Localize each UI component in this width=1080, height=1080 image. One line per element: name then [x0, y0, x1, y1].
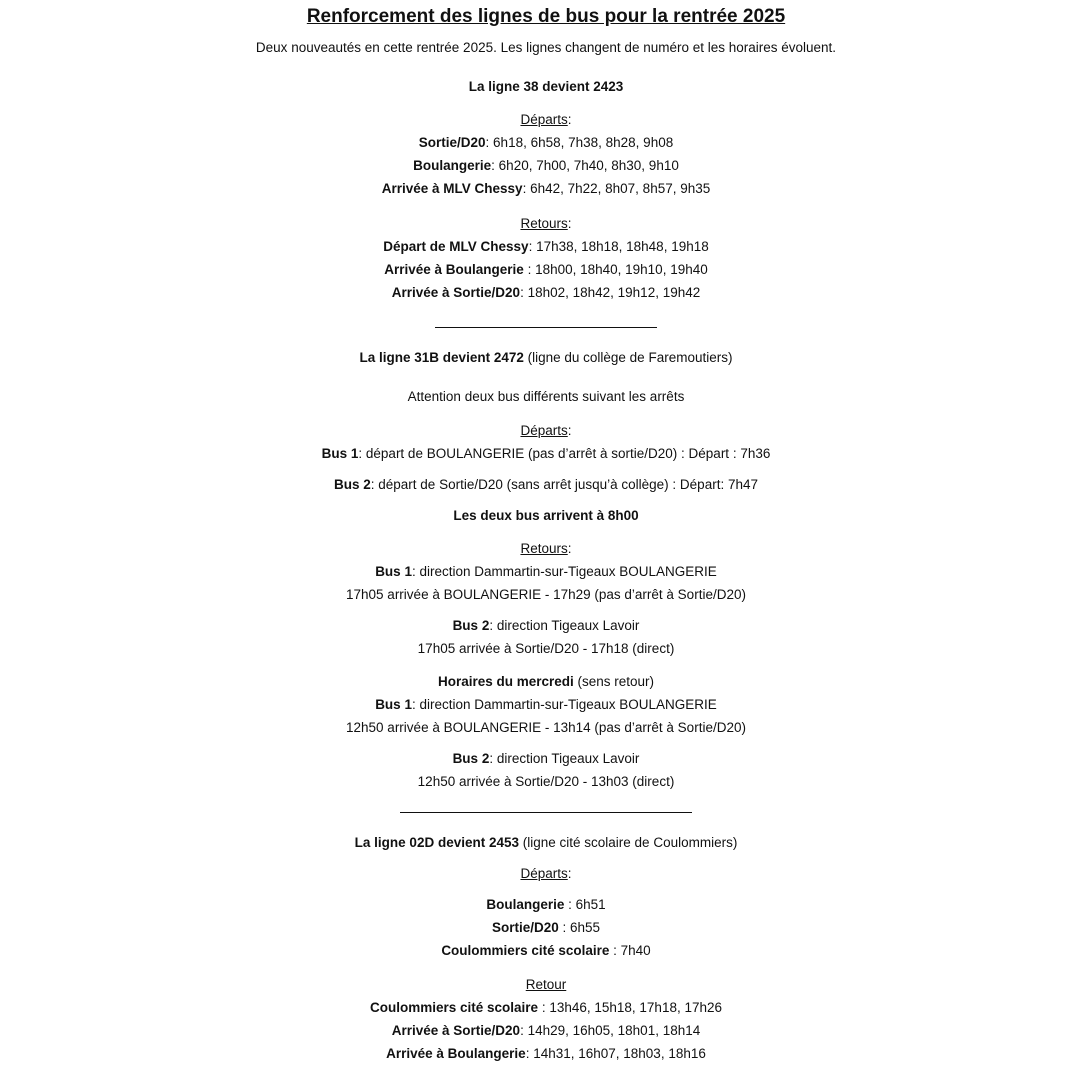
ligne-31b-mercredi-bus1-times: 12h50 arrivée à BOULANGERIE - 13h14 (pas d’arrêt à Sortie/D20) — [346, 720, 746, 735]
ligne-02d-heading: La ligne 02D devient 2453 (ligne cité scolaire de Coulommiers) — [354, 835, 738, 850]
ligne-31b-departs-label: Départs: — [520, 423, 572, 438]
ligne-02d-depart-row: Boulangerie : 6h51 — [486, 897, 606, 912]
ligne-02d-depart-row: Coulommiers cité scolaire : 7h40 — [441, 943, 651, 958]
ligne-38-departs-label: Départs: — [520, 112, 572, 127]
ligne-38-retour-row: Arrivée à Sortie/D20: 18h02, 18h42, 19h12, 19h42 — [391, 285, 701, 300]
ligne-38-depart-row: Boulangerie: 6h20, 7h00, 7h40, 8h30, 9h10 — [413, 158, 679, 173]
ligne-31b-mercredi-bus2-times: 12h50 arrivée à Sortie/D20 - 13h03 (direct) — [417, 774, 675, 789]
ligne-38-depart-row: Sortie/D20: 6h18, 6h58, 7h38, 8h28, 9h08 — [418, 135, 674, 150]
ligne-31b-retour-bus1: Bus 1: direction Dammartin-sur-Tigeaux BOULANGERIE — [375, 564, 717, 579]
ligne-38-heading: La ligne 38 devient 2423 — [468, 79, 624, 94]
ligne-31b-mercredi-bus1: Bus 1: direction Dammartin-sur-Tigeaux BOULANGERIE — [375, 697, 717, 712]
ligne-31b-attention: Attention deux bus différents suivant les arrêts — [407, 389, 685, 404]
intro-text: Deux nouveautés en cette rentrée 2025. Les lignes changent de numéro et les horaires évoluent. — [255, 40, 837, 55]
ligne-02d-retour-row: Coulommiers cité scolaire : 13h46, 15h18, 17h18, 17h26 — [370, 1000, 722, 1015]
ligne-38-retour-row: Arrivée à Boulangerie : 18h00, 18h40, 19h10, 19h40 — [384, 262, 708, 277]
section-divider — [400, 812, 692, 813]
ligne-02d-retour-row: Arrivée à Boulangerie: 14h31, 16h07, 18h03, 18h16 — [386, 1046, 706, 1061]
ligne-31b-depart-bus1: Bus 1: départ de BOULANGERIE (pas d’arrêt à sortie/D20) : Départ : 7h36 — [321, 446, 771, 461]
page-title: Renforcement des lignes de bus pour la rentrée 2025 — [306, 6, 786, 27]
ligne-31b-heading: La ligne 31B devient 2472 (ligne du collège de Faremoutiers) — [359, 350, 733, 365]
ligne-38-retour-row: Départ de MLV Chessy: 17h38, 18h18, 18h48, 19h18 — [383, 239, 709, 254]
ligne-02d-retour-row: Arrivée à Sortie/D20: 14h29, 16h05, 18h01, 18h14 — [391, 1023, 701, 1038]
ligne-31b-arrivee: Les deux bus arrivent à 8h00 — [453, 508, 639, 523]
ligne-31b-retour-bus1-times: 17h05 arrivée à BOULANGERIE - 17h29 (pas d’arrêt à Sortie/D20) — [346, 587, 746, 602]
section-divider — [435, 327, 657, 328]
ligne-02d-retour-label: Retour — [525, 977, 567, 992]
ligne-02d-departs-label: Départs: — [520, 866, 572, 881]
ligne-38-depart-row: Arrivée à MLV Chessy: 6h42, 7h22, 8h07, 8h57, 9h35 — [381, 181, 711, 196]
ligne-31b-retour-bus2: Bus 2: direction Tigeaux Lavoir — [452, 618, 640, 633]
ligne-31b-mercredi-bus2: Bus 2: direction Tigeaux Lavoir — [452, 751, 640, 766]
ligne-02d-depart-row: Sortie/D20 : 6h55 — [491, 920, 601, 935]
ligne-31b-retour-bus2-times: 17h05 arrivée à Sortie/D20 - 17h18 (direct) — [417, 641, 675, 656]
ligne-38-retours-label: Retours: — [520, 216, 572, 231]
ligne-31b-depart-bus2: Bus 2: départ de Sortie/D20 (sans arrêt jusqu’à collège) : Départ: 7h47 — [334, 477, 758, 492]
ligne-31b-mercredi-heading: Horaires du mercredi (sens retour) — [437, 674, 655, 689]
ligne-31b-retours-label: Retours: — [520, 541, 572, 556]
